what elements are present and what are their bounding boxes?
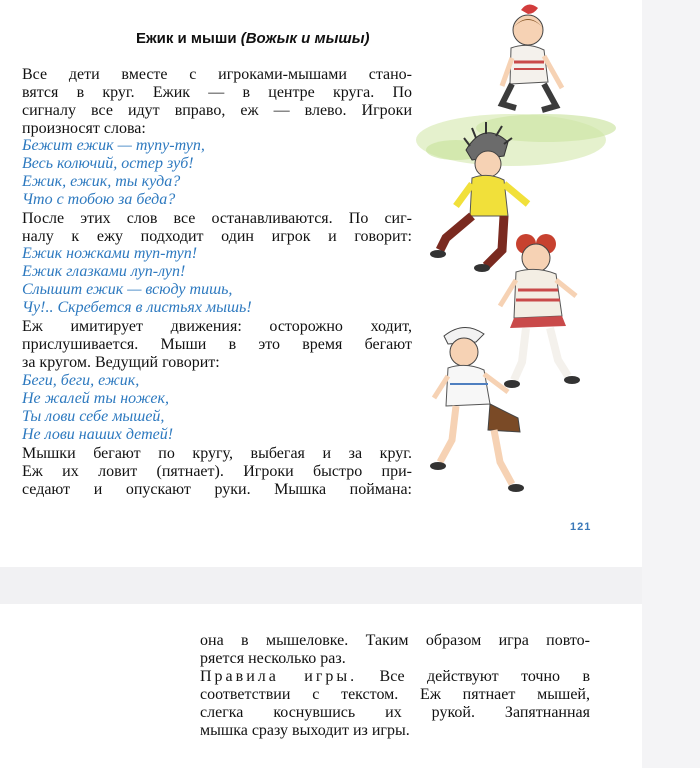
text-line: Еж их ловит (пятнает). Игроки быстро при- — [22, 463, 412, 480]
text-line: После этих слов все останавливаются. По сиг- — [22, 210, 412, 227]
verse-line: Ты лови себе мышей, — [22, 408, 165, 425]
rules-heading: Правила игры. — [200, 668, 358, 685]
text-line: ряется несколько раз. — [200, 650, 346, 667]
text-line: соответствии с текстом. Еж пятнает мышей, — [200, 686, 590, 703]
verse-line: Слышит ежик — всюду тишь, — [22, 281, 233, 298]
grass-patch — [416, 114, 616, 166]
rules-first-line-text: Все действуют точно в — [379, 668, 590, 685]
verse-line: Бежит ежик — тупу-туп, — [22, 137, 205, 154]
text-line: Еж имитирует движения: осторожно ходит, — [22, 318, 412, 335]
page-number: 121 — [570, 521, 592, 533]
verse-line: Что с тобою за беда? — [22, 191, 176, 208]
verse-line: Ежик, ежик, ты куда? — [22, 173, 181, 190]
title-main: Ежик и мыши — [136, 30, 237, 47]
viewer-gutter — [642, 0, 700, 768]
girl-with-bow-figure — [500, 234, 580, 388]
title-subtitle: (Вожык и мышы) — [240, 30, 370, 47]
page-122 — [0, 604, 642, 768]
text-line: за кругом. Ведущий говорит: — [22, 354, 220, 371]
text-line: Все дети вместе с игроками-мышами стано- — [22, 66, 412, 83]
verse-line: Беги, беги, ежик, — [22, 372, 140, 389]
text-line: Мышки бегают по кругу, выбегая и за круг. — [22, 445, 412, 462]
page-title — [136, 30, 370, 47]
text-line: мышка сразу выходит из игры. — [200, 722, 410, 739]
verse-line: Чу!.. Скребется в листьях мышь! — [22, 299, 252, 316]
boy-in-cap-figure — [430, 327, 524, 492]
crouching-girl-figure — [502, 4, 562, 110]
text-line: она в мышеловке. Таким образом игра повто- — [200, 632, 590, 649]
text-line: слегка коснувшись их рукой. Запятнанная — [200, 704, 590, 721]
children-playing-illustration — [416, 0, 626, 520]
text-line: прислушивается. Мыши в это время бегают — [22, 336, 412, 353]
verse-line: Весь колючий, остер зуб! — [22, 155, 194, 172]
text-line: налу к ежу подходит один игрок и говорит: — [22, 228, 412, 245]
verse-line: Не жалей ты ножек, — [22, 390, 169, 407]
text-line: вятся в круг. Ежик — в центре круга. По — [22, 84, 412, 101]
text-line: седают и опускают руки. Мышка поймана: — [22, 481, 412, 498]
verse-line: Ежик ножками туп-туп! — [22, 245, 198, 262]
text-line: сигналу все идут вправо, еж — влево. Игроки — [22, 102, 412, 119]
verse-line: Ежик глазками луп-луп! — [22, 263, 186, 280]
text-line: произносят слова: — [22, 120, 146, 137]
rules-first-line — [200, 668, 590, 686]
verse-line: Не лови наших детей! — [22, 426, 174, 443]
